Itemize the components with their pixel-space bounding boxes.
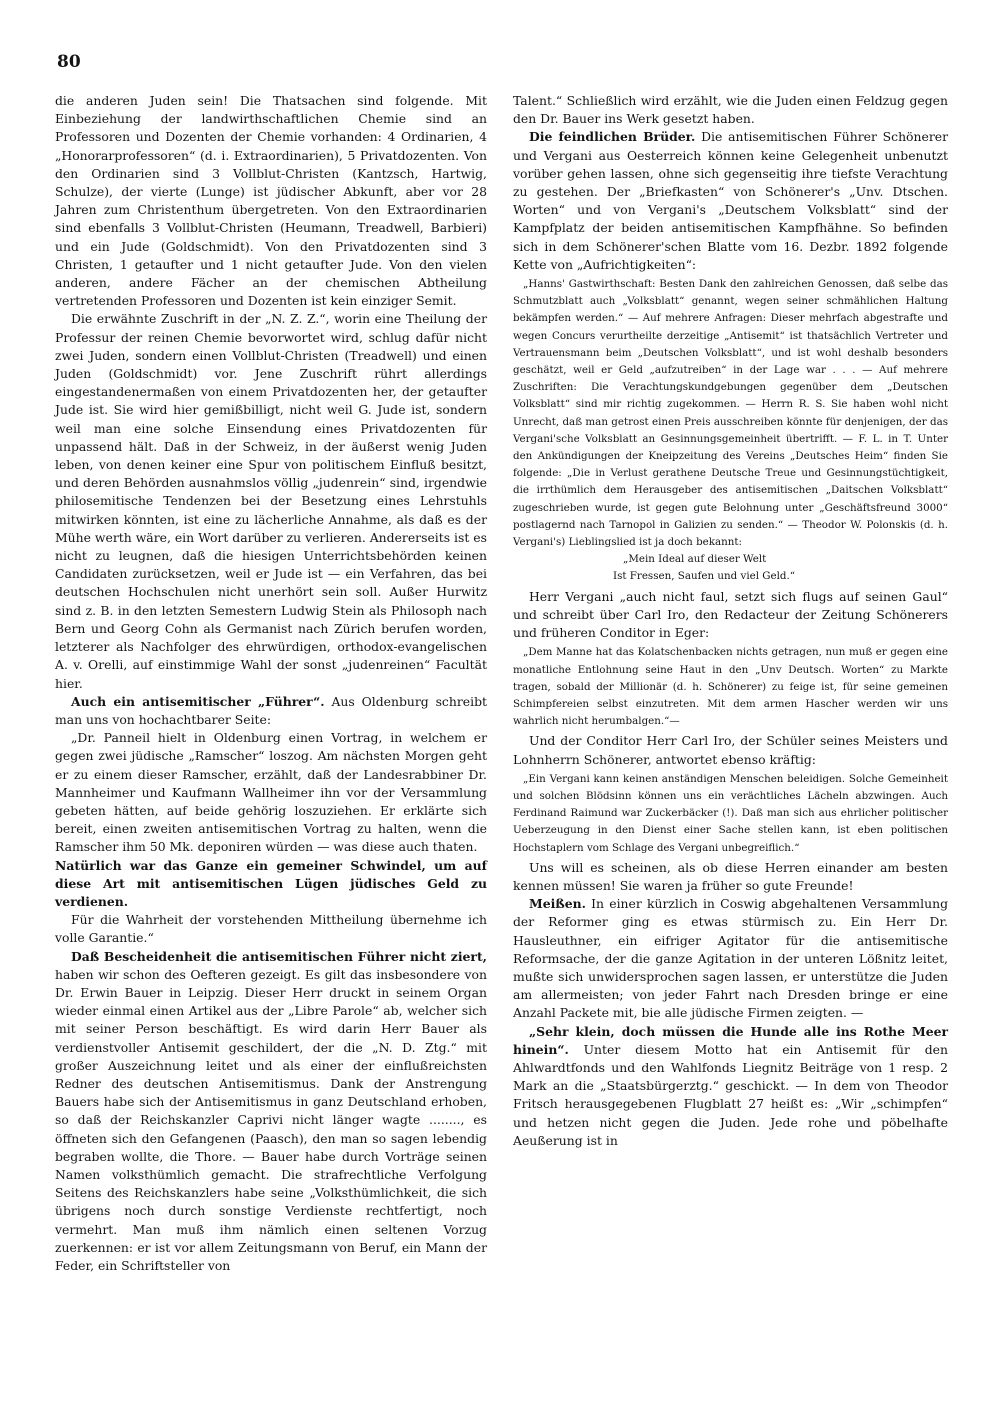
section-brueder: [513, 128, 948, 274]
section-heading: Daß Bescheidenheit die antisemitischen Führer nicht ziert,: [71, 948, 487, 964]
closing-paragraph: Für die Wahrheit der vorstehenden Mittheilung übernehme ich volle Garantie.“: [55, 912, 487, 946]
section-heading: „Sehr klein, doch müssen die Hunde alle ins Rothe Meer hinein“.: [513, 1023, 948, 1057]
quote-text: „Ein Vergani kann keinen anständigen Menschen beleidigen. Solche Gemeinheit und solchen Blödsinn können uns ein verächtliches Lächeln abzwingen. Auch Ferdinand Raimund war Zuckerbäcker (!). Daß man sich aus ehrlicher politischer Ueberzeugung in den Dienst einer Sache stellen kann, ist eben politischen Hochstaplern vom Schlage des Vergani unbegreiflich.“: [513, 772, 948, 854]
quote-block: [513, 276, 948, 586]
section-heading: Meißen.: [529, 896, 586, 912]
section-text: haben wir schon des Oefteren gezeigt. Es gilt das insbesondere von Dr. Erwin Bauer in Leipzig. Dieser Herr druckt in seinem Organ wieder einmal einen Artikel aus der „Libre Parole“ ab, welcher sich mit seiner Person beschäftigt. Es wird darin Herr Bauer als verdienstvoller Antisemit geschildert, der die „N. D. Ztg.“ mit großer Auszeichnung leitet und als einer der einflußreichsten Redner des deutschen Antisemitismus. Dank der Anstrengung Bauers habe sich der Antisemitismus in ganz Deutschland erhoben, so daß der Reichskanzler Caprivi nicht länger wagte ........, es öffneten sich den Gefangenen (Paasch), den man so sagen lebendig begraben wollte, die Thore. — Bauer habe durch Vorträge seinen Namen volksthümlich gemacht. Die strafrechtliche Verfolgung Seitens des Reichskanzlers habe seine „Volksthümlichkeit, die sich übrigens noch durch sonstige Verdienste rechtfertigt, noch vermehrt. Man muß ihm nämlich einen seltenen Vorzug zuerkennen: er ist vor allem Zeitungsmann von Beruf, ein Mann der Feder, ein Schriftsteller von: [55, 966, 487, 1273]
continuation-paragraph: Talent.“ Schließlich wird erzählt, wie die Juden einen Feldzug gegen den Dr. Bauer ins Werk gesetzt haben.: [513, 93, 948, 127]
quote-block: [513, 771, 948, 857]
section-text: Die antisemitischen Führer Schönerer und Vergani aus Oesterreich können keine Gelegenheit unbenutzt vorüber gehen lassen, ohne sich gegenseitig ihre tiefste Verachtung zu gestehen. Der „Briefkasten“ von Schönerer's „Unv. Dtschen. Worten“ und von Vergani's „Deutschem Volksblatt“ sind der Kampfplatz der beiden antisemitischen Kampfhähne. So befinden sich in dem Schönerer'schen Blatte vom 16. Dezbr. 1892 folgende Kette von „Aufrichtigkeiten“:: [513, 129, 948, 272]
page-number: 80: [57, 52, 81, 72]
quote-paragraph: „Dr. Panneil hielt in Oldenburg einen Vortrag, in welchem er gegen zwei jüdische „Ramscher“ loszog. Am nächsten Morgen geht er zu einem dieser Ramscher, erzählt, daß der Landesrabbiner Dr. Mannheimer und Kaufmann Wallheimer ihn vor der Versammlung gebeten hätten, auf beide gehörig loszuziehen. Er erklärte sich bereit, einen zweiten antisemitischen Vortrag zu halten, wenn die Ramscher ihm 50 Mk. deponiren würden — was diese auch thaten.: [55, 730, 487, 855]
quote-text: „Hanns' Gastwirthschaft: Besten Dank den zahlreichen Genossen, daß selbe das Schmutzblatt auch „Volksblatt“ genannt, wegen seiner schmählichen Haltung bekämpfen werden.“ — Auf mehrere Anfragen: Dieser mehrfach abgestrafte und wegen Concurs verurtheilte derzeitige „Antisemit“ ist thatsächlich Vertreter und Vertrauensmann beim „Deutschen Volksblatt“, und ist wohl deshalb besonders geschätzt, weil er Geld „aufzutreiben“ in der Lage war . . . — Auf mehrere Zuschriften: Die Verachtungskundgebungen gegenüber dem „Deutschen Volksblatt“ sind mir richtig zugekommen. — Herrn R. S. Sie haben wohl nicht Unrecht, daß man getrost einen Preis ausschreiben könnte für denjenigen, der das Vergani'sche Volksblatt an Gesinnungsgemeinheit übertrifft. — F. L. in T. Unter den Ankündigungen der Kneipzeitung des Vereins „Deutsches Heim“ finden Sie folgende: „Die in Verlust gerathene Deutsche Treue und Gesinnungstüchtigkeit, die irrthümlich dem Herausgeber des antisemitischen „Daitschen Volksblatt“ zugeschrieben wurde, ist gegen gute Belohnung unter „Geschäftsfreund 3000“ postlagernd nach Tarnopol in Galizien zu senden.“ — Theodor W. Polonskis (d. h. Vergani's) Lieblingslied ist ja doch bekannt:: [513, 278, 948, 549]
paragraph: die anderen Juden sein! Die Thatsachen sind folgende. Mit Einbeziehung der landwirthschaftlichen Chemie sind an Professoren und Dozenten der Chemie vorhanden: 4 Ordinarien, 4 „Honorarprofessoren“ (d. i. Extraordinarien), 5 Privatdozenten. Von den Ordinarien sind 3 Vollblut-Christen (Kantzsch, Hartwig, Schulze), der vierte (Lunge) ist jüdischer Abkunft, aber vor 28 Jahren zum Christenthum übergetreten. Von den Extraordinarien sind ebenfalls 3 Vollblut-Christen (Heumann, Treadwell, Barbieri) und ein Jude (Goldschmidt). Von den Privatdozenten sind 3 Christen, 1 getaufter und 1 nicht getaufter Jude. Von den vielen anderen, andere Fächer an der chemischen Abtheilung vertretenden Professoren und Dozenten ist kein einziger Semit.: [55, 93, 487, 309]
section-heading: Auch ein antisemitischer „Führer“.: [71, 693, 325, 709]
section-fuehrer: [55, 693, 487, 729]
quote-bold: Natürlich war das Ganze ein gemeiner Schwindel, um auf diese Art mit antisemitischen Lügen jüdisches Geld zu verdienen.: [55, 857, 487, 909]
paragraph: Uns will es scheinen, als ob diese Herren einander am besten kennen müssen! Sie waren ja früher so gute Freunde!: [513, 859, 948, 893]
quote-block: [513, 644, 948, 730]
paragraph: Und der Conditor Herr Carl Iro, der Schüler seines Meisters und Lohnherrn Schönerer, antwortet ebenso kräftig:: [513, 733, 948, 767]
paragraph: Die erwähnte Zuschrift in der „N. Z. Z.“, worin eine Theilung der Professur der reinen Chemie bevorwortet wird, schlug dafür nicht zwei Juden, sondern einen Vollblut-Christen (Treadwell) und einen Juden (Goldschmidt) vor. Jene Zuschrift rührt allerdings eingestandenermaßen von einem Privatdozenten her, der getaufter Jude ist. Sie wird hier gemißbilligt, nicht weil G. Jude ist, sondern weil man eine solche Einsendung eines Privatdozenten für unpassend hält. Daß in der Schweiz, in der äußerst wenig Juden leben, von denen keiner eine Spur von politischem Einfluß besitzt, und deren Behörden ausnahmslos völlig „judenrein“ sind, irgendwie philosemitische Tendenzen bei der Besetzung eines Lehrstuhls mitwirken könnten, ist eine zu lächerliche Annahme, als daß es der Mühe werth wäre, ein Wort darüber zu verlieren. Andererseits ist es nicht zu leugnen, daß die hiesigen Unterrichtsbehörden keinen Candidaten zurücksetzen, weil er Jude ist — ein Verfahren, das bei deutschen Hochschulen nicht unerhört sein soll. Außer Hurwitz sind z. B. in den letzten Semestern Ludwig Stein als Philosoph nach Bern und Georg Cohn als Germanist nach Zürich berufen worden, letzterer als Nachfolger des ehrwürdigen, orthodox-evangelischen A. v. Orelli, auf einstimmige Wahl der sonst „judenreinen“ Facultät hier.: [55, 311, 487, 691]
right-column: [513, 92, 948, 1150]
section-text: Aus Oldenburg schreibt man uns von hochachtbarer Seite:: [55, 693, 487, 727]
verse-line: „Mein Ideal auf dieser Welt: [623, 553, 767, 566]
left-column: [55, 92, 487, 1275]
section-hunde: [513, 1023, 948, 1150]
paragraph: Herr Vergani „auch nicht faul, setzt sich flugs auf seinen Gaul“ und schreibt über Carl Iro, den Redacteur der Zeitung Schönerers und früheren Conditor in Eger:: [513, 588, 948, 641]
section-heading: Die feindlichen Brüder.: [529, 129, 696, 145]
section-text: Unter diesem Motto hat ein Antisemit für den Ahlwardtfonds und den Wahlfonds Liegnitz Beiträge von 1 resp. 2 Mark an die „Staatsbürgerztg.“ geschickt. — In dem von Theodor Fritsch herausgegebenen Flugblatt 27 heißt es: „Wir „schimpfen“ und hetzen nicht gegen die Juden. Jede rohe und pöbelhafte Aeußerung ist in: [513, 1041, 948, 1148]
section-meissen: [513, 895, 948, 1022]
verse-line: Ist Fressen, Saufen und viel Geld.“: [613, 570, 796, 583]
quote-text: „Dem Manne hat das Kolatschenbacken nichts getragen, nun muß er gegen eine monatliche Entlohnung seine Haut in den „Unv Deutsch. Worten“ zu Markte tragen, sobald der Millionär (d. h. Schönerer) zu feige ist, für seine gemeinen Schimpfereien selbst einzutreten. Mit dem armen Hascher werden wir uns wahrlich nicht herumbalgen.“—: [513, 646, 948, 728]
section-text: In einer kürzlich in Coswig abgehaltenen Versammlung der Reformer ging es etwas stürmisch zu. Ein Herr Dr. Hausleuthner, ein eifriger Agitator für die antisemitische Reformsache, der die ganze Agitation in der unteren Lößnitz leitet, mußte sich unwidersprochen sagen lassen, er unterstütze die Juden am allermeisten; von jeder Fahrt nach Dresden bringe er eine Anzahl Packete mit, bie alle jüdische Firmen zeigten. —: [513, 896, 948, 1021]
section-bescheidenheit: [55, 948, 487, 1276]
